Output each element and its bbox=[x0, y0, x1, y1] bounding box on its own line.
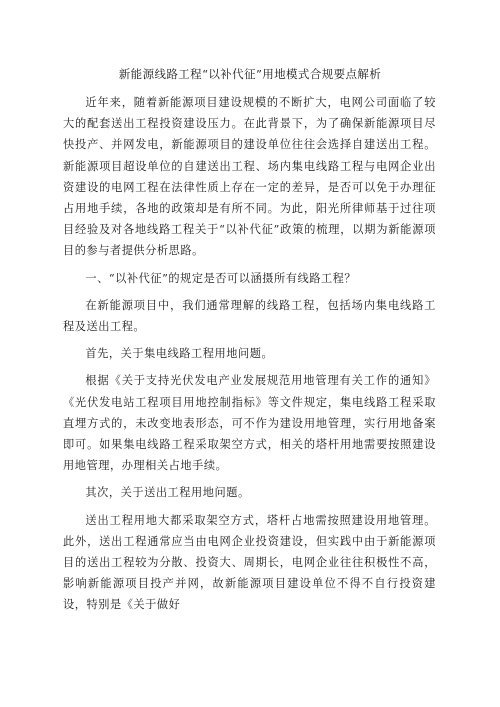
paragraph-intro: 近年来，随着新能源项目建设规模的不断扩大，电网公司面临了较大的配套送出工程投资建设压力。在此背景下，为了确保新能源项目尽快投产、并网发电，新能源项目的建设单位往往会选择自建送出工程。新能源项目超设单位的自建送出工程、场内集电线路工程与电网企业出资建设的电网工程在法律性质上存在一定的差异，是否可以免于办理征占用地手续，各地的政策却是有所不同。为此，阳光所律师基于过往项目经验及对各地线路工程关于“以补代征”政策的梳理，以期为新能源项目的参与者提供分析思路。 bbox=[63, 96, 436, 258]
paragraph-line-projects: 在新能源项目中，我们通常理解的线路工程，包括场内集电线路工程及送出工程。 bbox=[63, 298, 436, 334]
paragraph-transmission-heading: 其次，关于送出工程用地问题。 bbox=[85, 486, 250, 500]
paragraph-collector-heading: 首先，关于集电线路工程用地问题。 bbox=[85, 347, 274, 361]
document-body bbox=[63, 92, 436, 622]
section-heading-1: 一、“以补代征”的规定是否可以涵摄所有线路工程？ bbox=[85, 271, 357, 285]
document-title: 新能源线路工程“以补代征”用地模式合规要点解析 bbox=[118, 67, 382, 81]
paragraph-transmission-rules: 送出工程用地大都采取架空方式，塔杆占地需按照建设用地管理。此外，送出工程通常应当由电网企业投资建设，但实践中由于新能源项目的送出工程较为分散、投资大、周期长，电网企业往往积极性不高，影响新能源项目投产并网，故新能源项目建设单位不得不自行投资建设，特别是《关于做好 bbox=[63, 513, 436, 612]
paragraph-collector-rules: 根据《关于支持光伏发电产业发展规范用地管理有关工作的通知》《光伏发电站工程项目用地控制指标》等文件规定，集电线路工程采取直埋方式的，未改变地表形态，可不作为建设用地管理，实行用地备案即可。如果集电线路工程采取架空方式，相关的塔杆用地需要按照建设用地管理，办理相关占地手续。 bbox=[63, 374, 436, 473]
